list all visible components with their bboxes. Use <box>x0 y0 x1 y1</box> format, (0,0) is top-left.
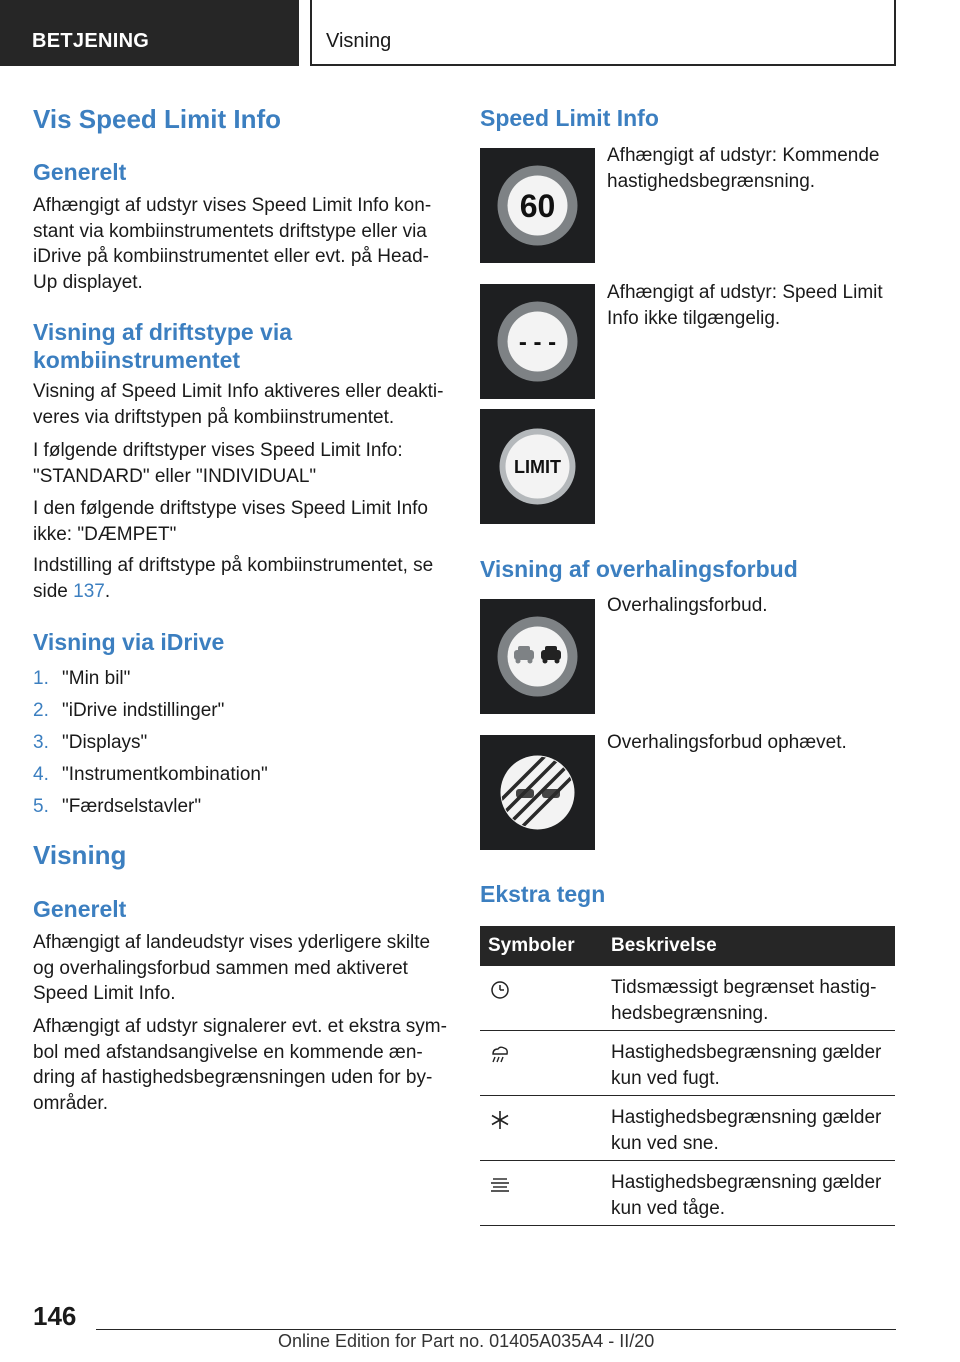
step-number: 1. <box>33 668 49 689</box>
heading-generelt: Generelt <box>33 159 127 185</box>
sign-limit-text: LIMIT <box>514 457 561 477</box>
step-label: "Displays" <box>62 732 148 753</box>
list-item <box>33 762 433 794</box>
heading-speed-limit-info: Speed Limit Info <box>480 105 659 131</box>
step-label: "Instrumentkombination" <box>62 764 268 785</box>
snowflake-icon <box>488 1108 512 1132</box>
reference-text: Indstilling af driftstype på kombiinstrumentet, se side <box>33 555 434 602</box>
paragraph-driftstype-4 <box>33 553 445 604</box>
page-link[interactable]: 137 <box>73 580 105 602</box>
heading-visning: Visning <box>33 840 127 870</box>
step-number: 3. <box>33 732 49 753</box>
step-label: "Færdselstavler" <box>62 796 202 817</box>
no-overtaking-end-sign-icon <box>480 735 595 850</box>
fog-icon <box>488 1173 512 1197</box>
edition-text: Online Edition for Part no. 01405A035A4 - II/20 <box>278 1331 655 1351</box>
table-row <box>480 1031 895 1096</box>
page-header <box>0 0 960 66</box>
list-item <box>33 666 433 698</box>
limit-sign-icon <box>480 409 595 524</box>
paragraph-generelt-2a: Afhængigt af landeudstyr vises yderligere skilte og overhalingsforbud sammen med aktiveret Speed Limit Info. <box>33 932 431 1004</box>
step-label: "iDrive indstillinger" <box>62 700 225 721</box>
paragraph-driftstype-2: I følgende driftstyper vises Speed Limit Info: "STANDARD" eller "INDIVIDUAL" <box>33 440 403 487</box>
limit-sign-image <box>480 409 595 524</box>
section-title: BETJENING <box>0 0 299 66</box>
table-cell-description: Hastighedsbegrænsning gælder kun ved fugt. <box>611 1042 882 1089</box>
speed-60-sign-icon <box>480 148 595 263</box>
heading-generelt-2: Generelt <box>33 896 127 922</box>
footer-divider <box>96 1329 896 1330</box>
column-header-beskrivelse: Beskrivelse <box>611 935 717 956</box>
rain-icon <box>488 1043 512 1067</box>
page-number: 146 <box>33 1301 77 1331</box>
speed-unavailable-sign-image <box>480 284 595 399</box>
step-number: 4. <box>33 764 49 785</box>
reference-end: . <box>104 580 111 602</box>
heading-vis-speed-limit-info: Vis Speed Limit Info <box>33 104 282 134</box>
table-cell-description: Hastighedsbegrænsning gælder kun ved sne. <box>611 1107 882 1154</box>
no-overtaking-sign-image <box>480 599 595 714</box>
list-item <box>33 794 433 826</box>
idrive-steps-list <box>33 666 433 826</box>
column-header-symboler: Symboler <box>488 935 575 956</box>
table-row <box>480 1161 895 1226</box>
table-header <box>480 926 895 966</box>
caption-no-overtaking-end: Overhalingsforbud ophævet. <box>607 732 847 753</box>
no-overtaking-sign-icon <box>480 599 595 714</box>
paragraph-generelt-2b: Afhængigt af udstyr signalerer evt. et ekstra symbol med afstandsangivelse en kommende ændring af hastighedsbegrænsningen uden for byområder. <box>33 1016 447 1114</box>
speed-60-sign-image <box>480 148 595 263</box>
table-row <box>480 1096 895 1161</box>
sign-60-text: 60 <box>519 188 556 224</box>
heading-ekstra-tegn: Ekstra tegn <box>480 881 606 907</box>
heading-driftstype: Visning af driftstype via kombiinstrumentet <box>33 319 293 373</box>
clock-icon <box>488 978 512 1002</box>
no-overtaking-end-sign-image <box>480 735 595 850</box>
chapter-title: Visning <box>310 0 896 66</box>
heading-visning-via-idrive: Visning via iDrive <box>33 629 225 655</box>
table-row <box>480 966 895 1031</box>
extra-symbols-table <box>480 926 895 1226</box>
list-item <box>33 698 433 730</box>
heading-overhalingsforbud: Visning af overhalingsforbud <box>480 556 798 582</box>
speed-unavailable-sign-icon <box>480 284 595 399</box>
list-item <box>33 730 433 762</box>
caption-no-overtaking: Overhalingsforbud. <box>607 595 768 616</box>
step-number: 5. <box>33 796 49 817</box>
paragraph-driftstype-1: Visning af Speed Limit Info aktiveres eller deaktiveres via driftstypen på kombiinstrumentet. <box>33 381 444 428</box>
caption-speed-unavailable: Afhængigt af udstyr: Speed Limit Info ikke tilgængelig. <box>607 282 883 329</box>
paragraph-generelt: Afhængigt af udstyr vises Speed Limit Info konstant via kombiinstrumentets driftstype eller via iDrive på kombiinstrumentet eller evt. på Head-Up displayet. <box>33 195 432 293</box>
step-number: 2. <box>33 700 49 721</box>
sign-dash-text: - - - <box>518 329 557 356</box>
step-label: "Min bil" <box>62 668 131 689</box>
table-cell-description: Hastighedsbegrænsning gælder kun ved tåge. <box>611 1172 882 1219</box>
table-cell-description: Tidsmæssigt begrænset hastighedsbegrænsning. <box>611 977 877 1024</box>
caption-speed-60: Afhængigt af udstyr: Kommende hastighedsbegrænsning. <box>607 145 880 192</box>
paragraph-driftstype-3: I den følgende driftstype vises Speed Limit Info ikke: "DÆMPET" <box>33 498 428 545</box>
